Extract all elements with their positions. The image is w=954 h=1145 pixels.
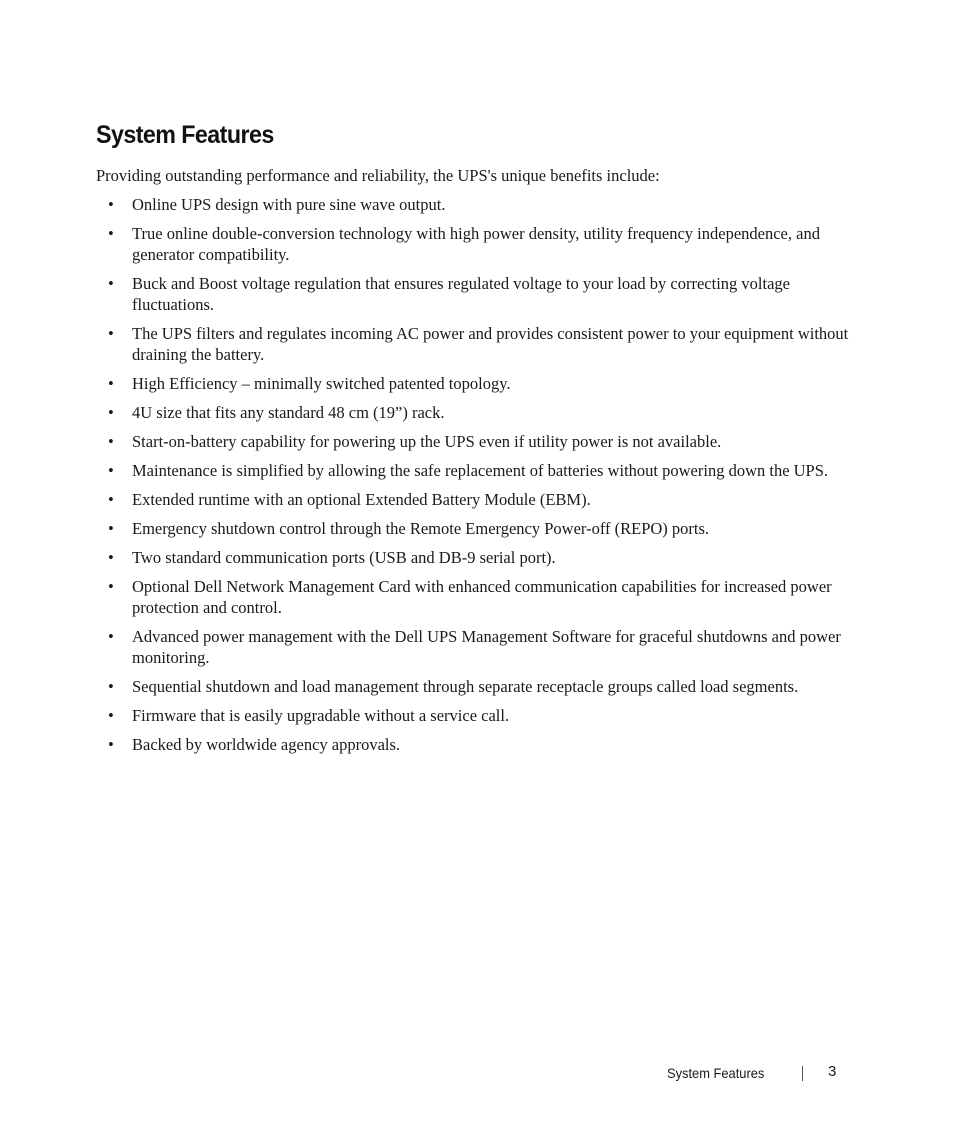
bullet-icon: • — [108, 374, 114, 393]
feature-item — [96, 223, 866, 265]
feature-text: Optional Dell Network Management Card with enhanced communication capabilities for increased power protection and control. — [132, 577, 832, 617]
feature-text: The UPS filters and regulates incoming AC power and provides consistent power to your equipment without draining the battery. — [132, 324, 849, 364]
bullet-icon: • — [108, 677, 114, 696]
bullet-icon: • — [108, 519, 114, 538]
feature-text: Online UPS design with pure sine wave output. — [132, 195, 446, 214]
feature-text: Sequential shutdown and load management through separate receptacle groups called load segments. — [132, 677, 799, 696]
bullet-icon: • — [108, 577, 114, 596]
feature-text: Emergency shutdown control through the Remote Emergency Power-off (REPO) ports. — [132, 519, 710, 538]
footer-section-name: System Features — [667, 1065, 765, 1081]
intro-paragraph: Providing outstanding performance and reliability, the UPS's unique benefits include: — [96, 166, 660, 185]
bullet-icon: • — [108, 432, 114, 451]
feature-item — [96, 676, 866, 697]
feature-text: Backed by worldwide agency approvals. — [132, 735, 401, 754]
bullet-icon: • — [108, 548, 114, 567]
feature-text: Start-on-battery capability for powering up the UPS even if utility power is not available. — [132, 432, 722, 451]
feature-item — [96, 489, 866, 510]
bullet-icon: • — [108, 490, 114, 509]
bullet-icon: • — [108, 461, 114, 480]
feature-text: 4U size that fits any standard 48 cm (19”) rack. — [132, 403, 445, 422]
feature-text: Maintenance is simplified by allowing the safe replacement of batteries without powering down the UPS. — [132, 461, 829, 480]
feature-item — [96, 734, 866, 755]
feature-item — [96, 323, 866, 365]
feature-item — [96, 402, 866, 423]
feature-text: Buck and Boost voltage regulation that ensures regulated voltage to your load by correcting voltage fluctuations. — [132, 274, 790, 314]
bullet-icon: • — [108, 224, 114, 243]
feature-text: Two standard communication ports (USB and DB-9 serial port). — [132, 548, 556, 567]
feature-list — [96, 194, 866, 763]
bullet-icon: • — [108, 274, 114, 293]
page-title: System Features — [96, 121, 274, 149]
feature-text: True online double-conversion technology with high power density, utility frequency independence, and generator compatibility. — [132, 224, 820, 264]
feature-item — [96, 273, 866, 315]
feature-item — [96, 431, 866, 452]
feature-text: Advanced power management with the Dell UPS Management Software for graceful shutdowns and power monitoring. — [132, 627, 841, 667]
footer-page-number: 3 — [828, 1063, 837, 1080]
bullet-icon: • — [108, 706, 114, 725]
feature-item — [96, 705, 866, 726]
feature-text: Firmware that is easily upgradable without a service call. — [132, 706, 510, 725]
feature-item — [96, 194, 866, 215]
feature-item — [96, 518, 866, 539]
feature-item — [96, 626, 866, 668]
feature-item — [96, 373, 866, 394]
bullet-icon: • — [108, 324, 114, 343]
feature-item — [96, 460, 866, 481]
footer-divider — [802, 1066, 803, 1081]
feature-text: Extended runtime with an optional Extended Battery Module (EBM). — [132, 490, 591, 509]
bullet-icon: • — [108, 403, 114, 422]
feature-text: High Efficiency – minimally switched patented topology. — [132, 374, 511, 393]
bullet-icon: • — [108, 627, 114, 646]
bullet-icon: • — [108, 735, 114, 754]
bullet-icon: • — [108, 195, 114, 214]
feature-item — [96, 576, 866, 618]
feature-item — [96, 547, 866, 568]
